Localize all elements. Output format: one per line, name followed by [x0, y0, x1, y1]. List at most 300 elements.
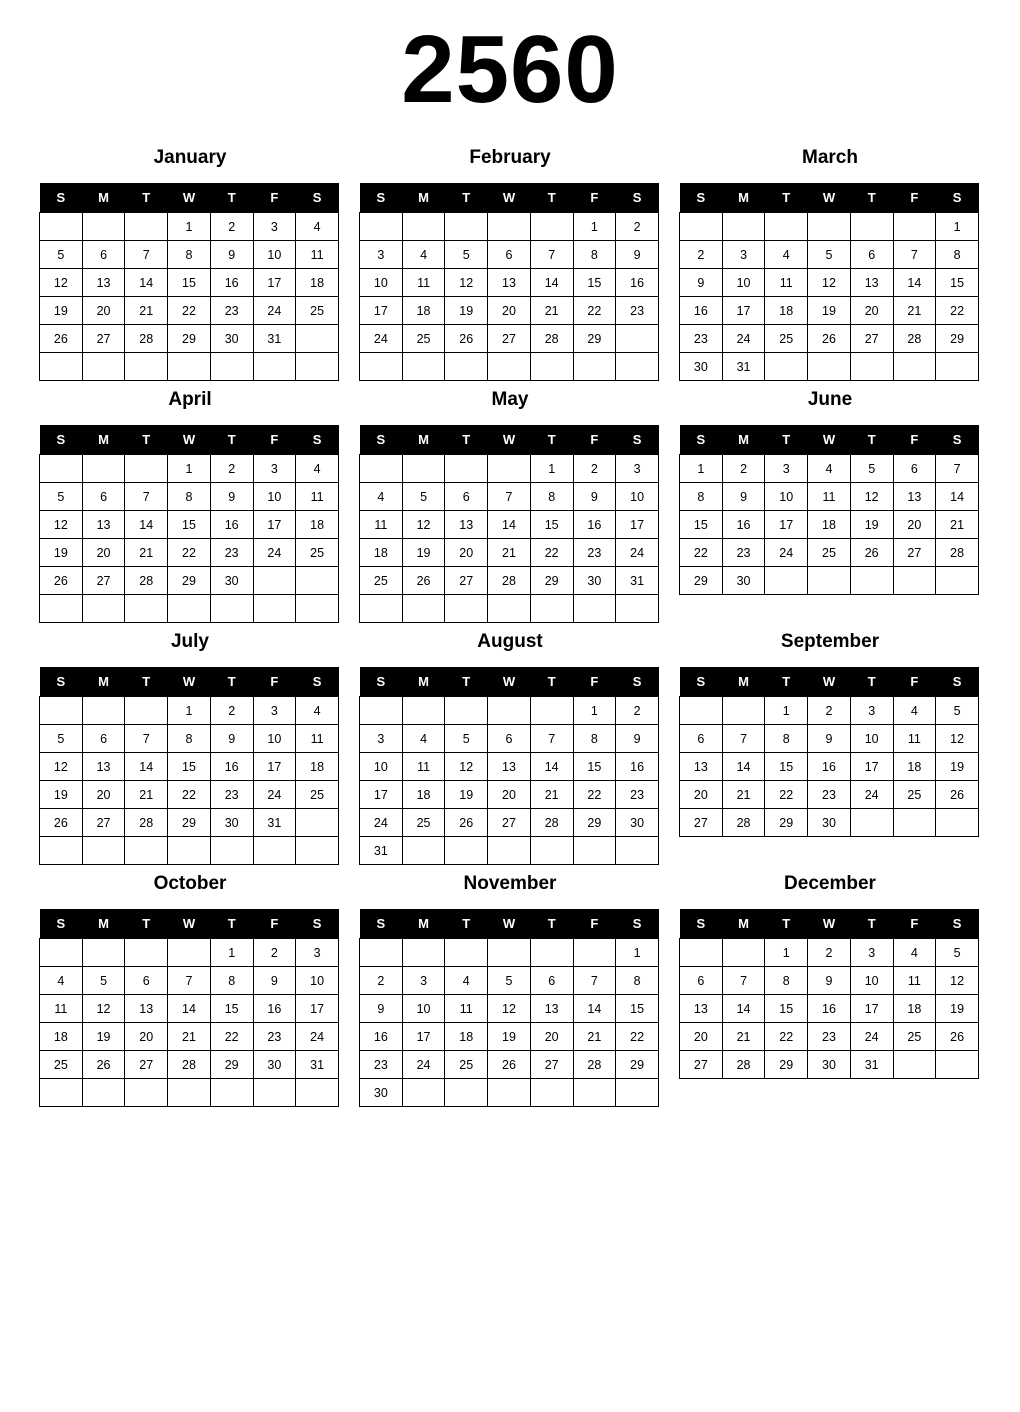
- day-cell[interactable]: 25: [445, 1051, 488, 1079]
- day-cell[interactable]: 22: [168, 539, 211, 567]
- day-cell[interactable]: 27: [893, 539, 936, 567]
- day-cell[interactable]: 14: [722, 753, 765, 781]
- day-cell[interactable]: 22: [573, 297, 616, 325]
- day-cell[interactable]: 2: [722, 455, 765, 483]
- day-cell[interactable]: 20: [82, 297, 125, 325]
- day-cell[interactable]: 21: [722, 781, 765, 809]
- day-cell[interactable]: 22: [616, 1023, 659, 1051]
- day-cell[interactable]: 24: [253, 297, 296, 325]
- day-cell[interactable]: 18: [765, 297, 808, 325]
- day-cell[interactable]: 2: [253, 939, 296, 967]
- day-cell[interactable]: 7: [168, 967, 211, 995]
- day-cell[interactable]: 30: [210, 325, 253, 353]
- day-cell[interactable]: 3: [253, 455, 296, 483]
- day-cell[interactable]: 18: [402, 297, 445, 325]
- day-cell[interactable]: 21: [530, 781, 573, 809]
- day-cell[interactable]: 25: [808, 539, 851, 567]
- day-cell[interactable]: 18: [296, 511, 339, 539]
- day-cell[interactable]: 3: [765, 455, 808, 483]
- day-cell[interactable]: 6: [680, 725, 723, 753]
- day-cell[interactable]: 9: [616, 241, 659, 269]
- day-cell[interactable]: 11: [445, 995, 488, 1023]
- day-cell[interactable]: 22: [936, 297, 979, 325]
- day-cell[interactable]: 29: [530, 567, 573, 595]
- day-cell[interactable]: 14: [125, 269, 168, 297]
- day-cell[interactable]: 19: [445, 781, 488, 809]
- day-cell[interactable]: 20: [488, 781, 531, 809]
- day-cell[interactable]: 24: [722, 325, 765, 353]
- day-cell[interactable]: 2: [210, 697, 253, 725]
- day-cell[interactable]: 11: [296, 241, 339, 269]
- day-cell[interactable]: 27: [445, 567, 488, 595]
- day-cell[interactable]: 30: [360, 1079, 403, 1107]
- day-cell[interactable]: 8: [573, 725, 616, 753]
- day-cell[interactable]: 8: [936, 241, 979, 269]
- day-cell[interactable]: 14: [530, 269, 573, 297]
- day-cell[interactable]: 27: [82, 809, 125, 837]
- day-cell[interactable]: 8: [168, 725, 211, 753]
- day-cell[interactable]: 7: [125, 483, 168, 511]
- day-cell[interactable]: 19: [850, 511, 893, 539]
- day-cell[interactable]: 9: [253, 967, 296, 995]
- day-cell[interactable]: 4: [360, 483, 403, 511]
- day-cell[interactable]: 10: [402, 995, 445, 1023]
- day-cell[interactable]: 21: [168, 1023, 211, 1051]
- day-cell[interactable]: 13: [488, 753, 531, 781]
- day-cell[interactable]: 27: [82, 325, 125, 353]
- day-cell[interactable]: 14: [125, 511, 168, 539]
- day-cell[interactable]: 14: [168, 995, 211, 1023]
- day-cell[interactable]: 11: [402, 269, 445, 297]
- day-cell[interactable]: 24: [360, 809, 403, 837]
- day-cell[interactable]: 30: [616, 809, 659, 837]
- day-cell[interactable]: 20: [445, 539, 488, 567]
- day-cell[interactable]: 26: [936, 1023, 979, 1051]
- day-cell[interactable]: 19: [808, 297, 851, 325]
- day-cell[interactable]: 23: [616, 781, 659, 809]
- day-cell[interactable]: 8: [168, 483, 211, 511]
- day-cell[interactable]: 24: [253, 781, 296, 809]
- day-cell[interactable]: 17: [616, 511, 659, 539]
- day-cell[interactable]: 3: [722, 241, 765, 269]
- day-cell[interactable]: 28: [722, 1051, 765, 1079]
- day-cell[interactable]: 19: [40, 297, 83, 325]
- day-cell[interactable]: 22: [168, 781, 211, 809]
- day-cell[interactable]: 9: [808, 967, 851, 995]
- day-cell[interactable]: 1: [168, 455, 211, 483]
- day-cell[interactable]: 24: [850, 1023, 893, 1051]
- day-cell[interactable]: 10: [253, 241, 296, 269]
- day-cell[interactable]: 29: [573, 809, 616, 837]
- day-cell[interactable]: 23: [808, 781, 851, 809]
- day-cell[interactable]: 4: [296, 697, 339, 725]
- day-cell[interactable]: 28: [893, 325, 936, 353]
- day-cell[interactable]: 2: [210, 455, 253, 483]
- day-cell[interactable]: 6: [82, 725, 125, 753]
- day-cell[interactable]: 29: [680, 567, 723, 595]
- day-cell[interactable]: 15: [168, 511, 211, 539]
- day-cell[interactable]: 30: [210, 809, 253, 837]
- day-cell[interactable]: 18: [445, 1023, 488, 1051]
- day-cell[interactable]: 5: [488, 967, 531, 995]
- day-cell[interactable]: 13: [445, 511, 488, 539]
- day-cell[interactable]: 24: [360, 325, 403, 353]
- day-cell[interactable]: 23: [360, 1051, 403, 1079]
- day-cell[interactable]: 19: [488, 1023, 531, 1051]
- day-cell[interactable]: 29: [936, 325, 979, 353]
- day-cell[interactable]: 25: [40, 1051, 83, 1079]
- day-cell[interactable]: 25: [402, 325, 445, 353]
- day-cell[interactable]: 4: [296, 213, 339, 241]
- day-cell[interactable]: 4: [893, 697, 936, 725]
- day-cell[interactable]: 28: [722, 809, 765, 837]
- day-cell[interactable]: 24: [402, 1051, 445, 1079]
- day-cell[interactable]: 10: [850, 725, 893, 753]
- day-cell[interactable]: 29: [573, 325, 616, 353]
- day-cell[interactable]: 6: [125, 967, 168, 995]
- day-cell[interactable]: 17: [253, 753, 296, 781]
- day-cell[interactable]: 5: [40, 483, 83, 511]
- day-cell[interactable]: 12: [40, 511, 83, 539]
- day-cell[interactable]: 10: [850, 967, 893, 995]
- day-cell[interactable]: 9: [360, 995, 403, 1023]
- day-cell[interactable]: 8: [680, 483, 723, 511]
- day-cell[interactable]: 4: [808, 455, 851, 483]
- day-cell[interactable]: 5: [40, 241, 83, 269]
- day-cell[interactable]: 11: [360, 511, 403, 539]
- day-cell[interactable]: 26: [488, 1051, 531, 1079]
- day-cell[interactable]: 14: [722, 995, 765, 1023]
- day-cell[interactable]: 5: [808, 241, 851, 269]
- day-cell[interactable]: 22: [765, 781, 808, 809]
- day-cell[interactable]: 14: [893, 269, 936, 297]
- day-cell[interactable]: 15: [168, 753, 211, 781]
- day-cell[interactable]: 3: [616, 455, 659, 483]
- day-cell[interactable]: 2: [680, 241, 723, 269]
- day-cell[interactable]: 30: [573, 567, 616, 595]
- day-cell[interactable]: 9: [210, 483, 253, 511]
- day-cell[interactable]: 26: [40, 809, 83, 837]
- day-cell[interactable]: 4: [296, 455, 339, 483]
- day-cell[interactable]: 16: [210, 511, 253, 539]
- day-cell[interactable]: 27: [850, 325, 893, 353]
- day-cell[interactable]: 30: [680, 353, 723, 381]
- day-cell[interactable]: 23: [210, 297, 253, 325]
- day-cell[interactable]: 20: [680, 1023, 723, 1051]
- day-cell[interactable]: 5: [82, 967, 125, 995]
- day-cell[interactable]: 9: [573, 483, 616, 511]
- day-cell[interactable]: 1: [573, 213, 616, 241]
- day-cell[interactable]: 17: [402, 1023, 445, 1051]
- day-cell[interactable]: 1: [765, 697, 808, 725]
- day-cell[interactable]: 23: [808, 1023, 851, 1051]
- day-cell[interactable]: 1: [680, 455, 723, 483]
- day-cell[interactable]: 19: [40, 539, 83, 567]
- day-cell[interactable]: 23: [210, 781, 253, 809]
- day-cell[interactable]: 21: [573, 1023, 616, 1051]
- day-cell[interactable]: 28: [168, 1051, 211, 1079]
- day-cell[interactable]: 8: [168, 241, 211, 269]
- day-cell[interactable]: 16: [210, 753, 253, 781]
- day-cell[interactable]: 2: [616, 213, 659, 241]
- day-cell[interactable]: 26: [402, 567, 445, 595]
- day-cell[interactable]: 7: [722, 725, 765, 753]
- day-cell[interactable]: 1: [616, 939, 659, 967]
- day-cell[interactable]: 2: [360, 967, 403, 995]
- day-cell[interactable]: 7: [125, 241, 168, 269]
- day-cell[interactable]: 10: [253, 725, 296, 753]
- day-cell[interactable]: 25: [893, 1023, 936, 1051]
- day-cell[interactable]: 27: [488, 325, 531, 353]
- day-cell[interactable]: 5: [445, 725, 488, 753]
- day-cell[interactable]: 12: [445, 269, 488, 297]
- day-cell[interactable]: 12: [40, 753, 83, 781]
- day-cell[interactable]: 10: [765, 483, 808, 511]
- day-cell[interactable]: 12: [82, 995, 125, 1023]
- day-cell[interactable]: 3: [253, 213, 296, 241]
- day-cell[interactable]: 14: [125, 753, 168, 781]
- day-cell[interactable]: 25: [402, 809, 445, 837]
- day-cell[interactable]: 5: [445, 241, 488, 269]
- day-cell[interactable]: 7: [573, 967, 616, 995]
- day-cell[interactable]: 29: [210, 1051, 253, 1079]
- day-cell[interactable]: 15: [765, 753, 808, 781]
- day-cell[interactable]: 15: [765, 995, 808, 1023]
- day-cell[interactable]: 10: [722, 269, 765, 297]
- day-cell[interactable]: 17: [850, 995, 893, 1023]
- day-cell[interactable]: 11: [893, 725, 936, 753]
- day-cell[interactable]: 25: [765, 325, 808, 353]
- day-cell[interactable]: 31: [616, 567, 659, 595]
- day-cell[interactable]: 11: [296, 483, 339, 511]
- day-cell[interactable]: 15: [210, 995, 253, 1023]
- day-cell[interactable]: 20: [125, 1023, 168, 1051]
- day-cell[interactable]: 30: [253, 1051, 296, 1079]
- day-cell[interactable]: 9: [680, 269, 723, 297]
- day-cell[interactable]: 16: [253, 995, 296, 1023]
- day-cell[interactable]: 28: [125, 567, 168, 595]
- day-cell[interactable]: 13: [125, 995, 168, 1023]
- day-cell[interactable]: 6: [850, 241, 893, 269]
- day-cell[interactable]: 23: [573, 539, 616, 567]
- day-cell[interactable]: 24: [296, 1023, 339, 1051]
- day-cell[interactable]: 12: [488, 995, 531, 1023]
- day-cell[interactable]: 22: [168, 297, 211, 325]
- day-cell[interactable]: 6: [445, 483, 488, 511]
- day-cell[interactable]: 5: [850, 455, 893, 483]
- day-cell[interactable]: 23: [680, 325, 723, 353]
- day-cell[interactable]: 17: [765, 511, 808, 539]
- day-cell[interactable]: 12: [402, 511, 445, 539]
- day-cell[interactable]: 1: [530, 455, 573, 483]
- day-cell[interactable]: 12: [445, 753, 488, 781]
- day-cell[interactable]: 10: [296, 967, 339, 995]
- day-cell[interactable]: 3: [850, 939, 893, 967]
- day-cell[interactable]: 3: [296, 939, 339, 967]
- day-cell[interactable]: 28: [125, 325, 168, 353]
- day-cell[interactable]: 31: [296, 1051, 339, 1079]
- day-cell[interactable]: 13: [850, 269, 893, 297]
- day-cell[interactable]: 11: [893, 967, 936, 995]
- day-cell[interactable]: 5: [936, 939, 979, 967]
- day-cell[interactable]: 30: [808, 809, 851, 837]
- day-cell[interactable]: 28: [488, 567, 531, 595]
- day-cell[interactable]: 26: [445, 809, 488, 837]
- day-cell[interactable]: 28: [125, 809, 168, 837]
- day-cell[interactable]: 11: [808, 483, 851, 511]
- day-cell[interactable]: 19: [402, 539, 445, 567]
- day-cell[interactable]: 13: [893, 483, 936, 511]
- day-cell[interactable]: 8: [210, 967, 253, 995]
- day-cell[interactable]: 21: [125, 297, 168, 325]
- day-cell[interactable]: 14: [573, 995, 616, 1023]
- day-cell[interactable]: 15: [616, 995, 659, 1023]
- day-cell[interactable]: 25: [360, 567, 403, 595]
- day-cell[interactable]: 26: [445, 325, 488, 353]
- day-cell[interactable]: 4: [40, 967, 83, 995]
- day-cell[interactable]: 19: [936, 995, 979, 1023]
- day-cell[interactable]: 22: [680, 539, 723, 567]
- day-cell[interactable]: 24: [850, 781, 893, 809]
- day-cell[interactable]: 7: [125, 725, 168, 753]
- day-cell[interactable]: 7: [530, 725, 573, 753]
- day-cell[interactable]: 24: [765, 539, 808, 567]
- day-cell[interactable]: 17: [722, 297, 765, 325]
- day-cell[interactable]: 27: [530, 1051, 573, 1079]
- day-cell[interactable]: 21: [488, 539, 531, 567]
- day-cell[interactable]: 10: [360, 269, 403, 297]
- day-cell[interactable]: 21: [125, 539, 168, 567]
- day-cell[interactable]: 10: [616, 483, 659, 511]
- day-cell[interactable]: 30: [808, 1051, 851, 1079]
- day-cell[interactable]: 6: [82, 241, 125, 269]
- day-cell[interactable]: 20: [680, 781, 723, 809]
- day-cell[interactable]: 27: [125, 1051, 168, 1079]
- day-cell[interactable]: 26: [82, 1051, 125, 1079]
- day-cell[interactable]: 14: [488, 511, 531, 539]
- day-cell[interactable]: 16: [616, 753, 659, 781]
- day-cell[interactable]: 17: [360, 781, 403, 809]
- day-cell[interactable]: 13: [82, 511, 125, 539]
- day-cell[interactable]: 6: [488, 725, 531, 753]
- day-cell[interactable]: 5: [936, 697, 979, 725]
- day-cell[interactable]: 6: [488, 241, 531, 269]
- day-cell[interactable]: 8: [765, 967, 808, 995]
- day-cell[interactable]: 18: [808, 511, 851, 539]
- day-cell[interactable]: 16: [210, 269, 253, 297]
- day-cell[interactable]: 19: [40, 781, 83, 809]
- day-cell[interactable]: 3: [850, 697, 893, 725]
- day-cell[interactable]: 20: [82, 781, 125, 809]
- day-cell[interactable]: 7: [936, 455, 979, 483]
- day-cell[interactable]: 7: [488, 483, 531, 511]
- day-cell[interactable]: 4: [893, 939, 936, 967]
- day-cell[interactable]: 30: [722, 567, 765, 595]
- day-cell[interactable]: 13: [680, 753, 723, 781]
- day-cell[interactable]: 7: [722, 967, 765, 995]
- day-cell[interactable]: 15: [936, 269, 979, 297]
- day-cell[interactable]: 15: [573, 753, 616, 781]
- day-cell[interactable]: 27: [680, 1051, 723, 1079]
- day-cell[interactable]: 25: [296, 539, 339, 567]
- day-cell[interactable]: 16: [722, 511, 765, 539]
- day-cell[interactable]: 18: [296, 269, 339, 297]
- day-cell[interactable]: 24: [253, 539, 296, 567]
- day-cell[interactable]: 19: [445, 297, 488, 325]
- day-cell[interactable]: 18: [893, 753, 936, 781]
- day-cell[interactable]: 29: [168, 325, 211, 353]
- day-cell[interactable]: 29: [616, 1051, 659, 1079]
- day-cell[interactable]: 13: [82, 753, 125, 781]
- day-cell[interactable]: 9: [808, 725, 851, 753]
- day-cell[interactable]: 31: [253, 809, 296, 837]
- day-cell[interactable]: 11: [40, 995, 83, 1023]
- day-cell[interactable]: 28: [530, 325, 573, 353]
- day-cell[interactable]: 17: [253, 269, 296, 297]
- day-cell[interactable]: 1: [168, 213, 211, 241]
- day-cell[interactable]: 31: [253, 325, 296, 353]
- day-cell[interactable]: 27: [488, 809, 531, 837]
- day-cell[interactable]: 26: [40, 325, 83, 353]
- day-cell[interactable]: 2: [808, 697, 851, 725]
- day-cell[interactable]: 12: [936, 725, 979, 753]
- day-cell[interactable]: 18: [296, 753, 339, 781]
- day-cell[interactable]: 16: [360, 1023, 403, 1051]
- day-cell[interactable]: 16: [808, 753, 851, 781]
- day-cell[interactable]: 14: [936, 483, 979, 511]
- day-cell[interactable]: 5: [402, 483, 445, 511]
- day-cell[interactable]: 29: [168, 809, 211, 837]
- day-cell[interactable]: 15: [530, 511, 573, 539]
- day-cell[interactable]: 13: [680, 995, 723, 1023]
- day-cell[interactable]: 31: [722, 353, 765, 381]
- day-cell[interactable]: 11: [296, 725, 339, 753]
- day-cell[interactable]: 28: [530, 809, 573, 837]
- day-cell[interactable]: 30: [210, 567, 253, 595]
- day-cell[interactable]: 3: [402, 967, 445, 995]
- day-cell[interactable]: 12: [936, 967, 979, 995]
- day-cell[interactable]: 23: [722, 539, 765, 567]
- day-cell[interactable]: 27: [680, 809, 723, 837]
- day-cell[interactable]: 20: [893, 511, 936, 539]
- day-cell[interactable]: 9: [210, 241, 253, 269]
- day-cell[interactable]: 10: [253, 483, 296, 511]
- day-cell[interactable]: 18: [893, 995, 936, 1023]
- day-cell[interactable]: 21: [936, 511, 979, 539]
- day-cell[interactable]: 25: [296, 781, 339, 809]
- day-cell[interactable]: 17: [850, 753, 893, 781]
- day-cell[interactable]: 19: [82, 1023, 125, 1051]
- day-cell[interactable]: 6: [82, 483, 125, 511]
- day-cell[interactable]: 29: [765, 1051, 808, 1079]
- day-cell[interactable]: 15: [573, 269, 616, 297]
- day-cell[interactable]: 12: [808, 269, 851, 297]
- day-cell[interactable]: 16: [573, 511, 616, 539]
- day-cell[interactable]: 11: [765, 269, 808, 297]
- day-cell[interactable]: 29: [168, 567, 211, 595]
- day-cell[interactable]: 25: [296, 297, 339, 325]
- day-cell[interactable]: 9: [616, 725, 659, 753]
- day-cell[interactable]: 26: [808, 325, 851, 353]
- day-cell[interactable]: 9: [722, 483, 765, 511]
- day-cell[interactable]: 6: [893, 455, 936, 483]
- day-cell[interactable]: 22: [210, 1023, 253, 1051]
- day-cell[interactable]: 17: [360, 297, 403, 325]
- day-cell[interactable]: 2: [616, 697, 659, 725]
- day-cell[interactable]: 3: [360, 241, 403, 269]
- day-cell[interactable]: 9: [210, 725, 253, 753]
- day-cell[interactable]: 28: [573, 1051, 616, 1079]
